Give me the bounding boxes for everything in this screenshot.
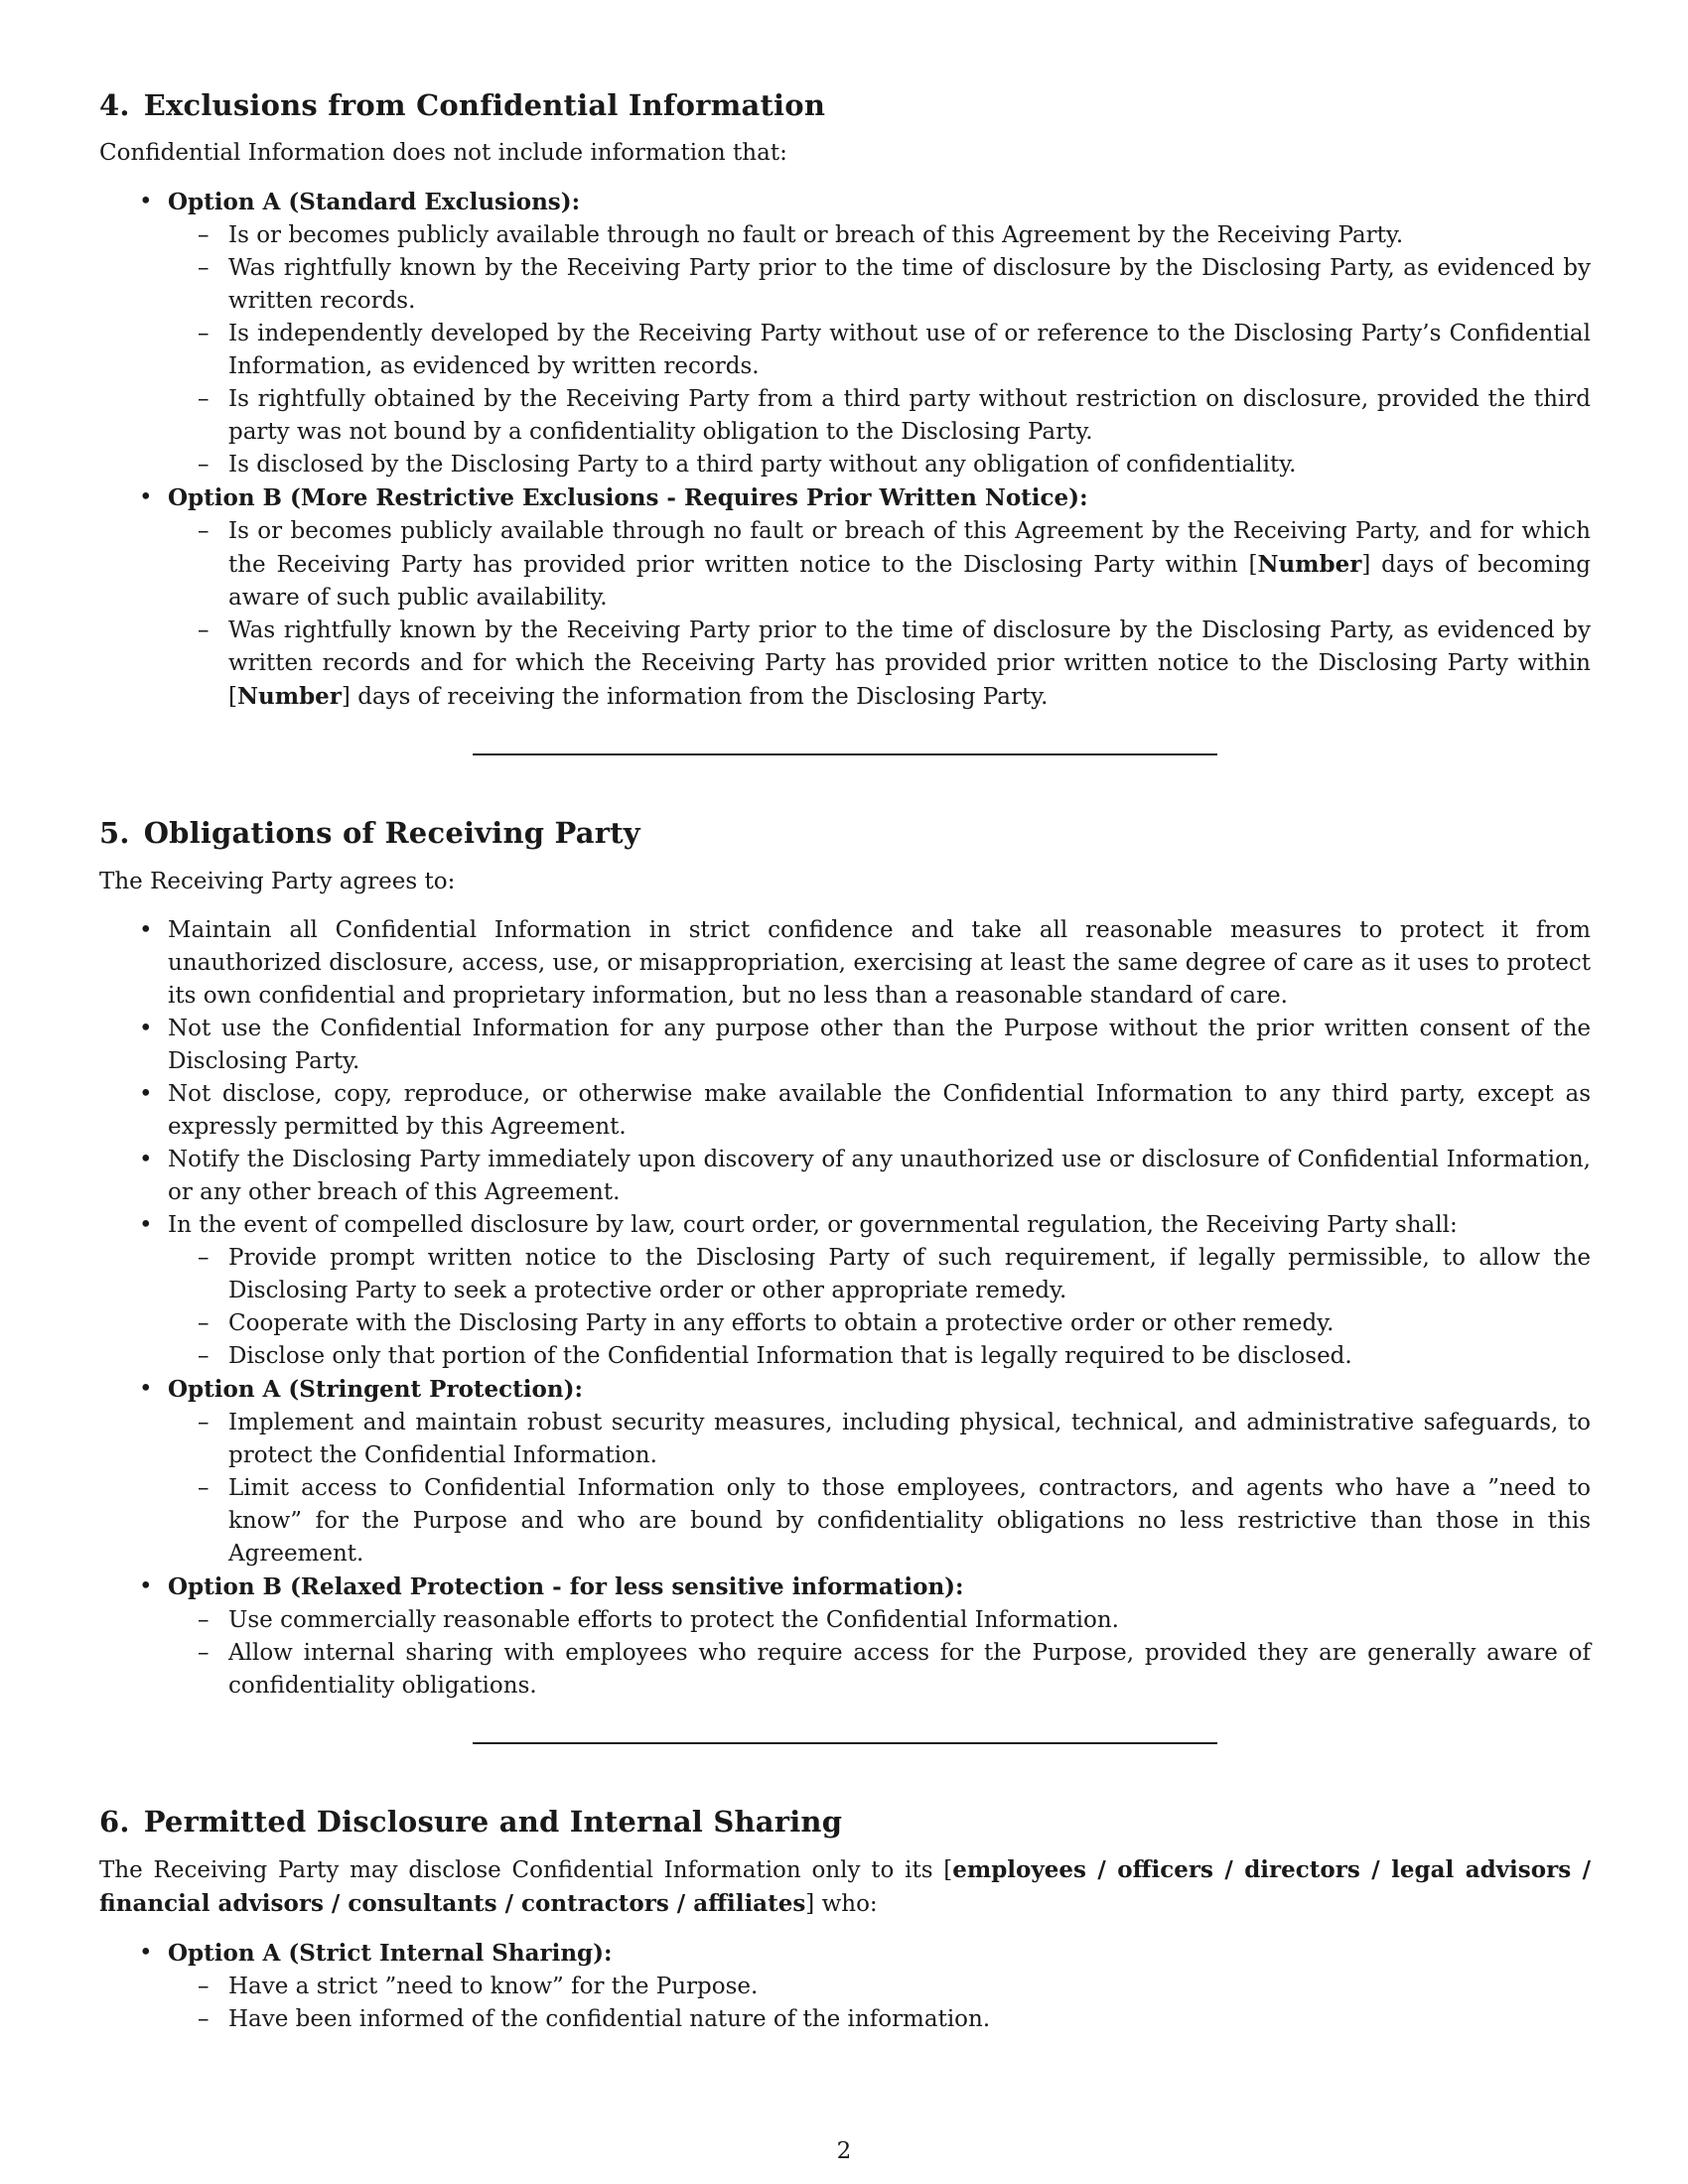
option-label: Option A (Standard Exclusions): bbox=[168, 189, 581, 216]
list-item: – Limit access to Confidential Information only to those employees, contractors, and agents who have a ”need to know” for the Purpose and who are bound by confidentiality obligations no less restrictive than those in this Agreement. bbox=[168, 1472, 1591, 1570]
section-5-option-a bbox=[99, 1373, 1591, 1570]
compelled-disclosure-item bbox=[99, 1209, 1591, 1373]
section-4-title: Exclusions from Confidential Information bbox=[143, 88, 826, 122]
option-label: Option B (Relaxed Protection - for less sensitive information): bbox=[168, 1572, 964, 1600]
sub-list bbox=[168, 219, 1591, 481]
list-item: – Was rightfully known by the Receiving Party prior to the time of disclosure by the Disclosing Party, as evidenced by written records. bbox=[168, 252, 1591, 318]
list-item: – Is disclosed by the Disclosing Party to a third party without any obligation of confidentiality. bbox=[168, 449, 1591, 481]
sub-list bbox=[168, 1242, 1591, 1373]
section-4-number: 4. bbox=[99, 88, 130, 122]
section-5-title: Obligations of Receiving Party bbox=[143, 816, 640, 851]
section-5-heading bbox=[99, 815, 1591, 851]
section-5-list bbox=[99, 914, 1591, 1703]
list-item: – Disclose only that portion of the Confidential Information that is legally required to be disclosed. bbox=[168, 1340, 1591, 1373]
section-5-intro: The Receiving Party agrees to: bbox=[99, 868, 456, 894]
section-4-option-b bbox=[99, 481, 1591, 714]
list-item: – Provide prompt written notice to the Disclosing Party of such requirement, if legally permissible, to allow the Disclosing Party to seek a protective order or other appropriate remedy. bbox=[168, 1242, 1591, 1307]
placeholder-number: Number bbox=[236, 683, 342, 711]
option-label: Option A (Stringent Protection): bbox=[168, 1375, 583, 1403]
sub-list bbox=[168, 515, 1591, 714]
section-6-option-a bbox=[99, 1937, 1591, 2036]
text-segment: ] days of becoming aware of such public availability. bbox=[228, 552, 1592, 612]
section-divider bbox=[473, 1742, 1217, 1744]
list-item: – Use commercially reasonable efforts to protect the Confidential Information. bbox=[168, 1604, 1591, 1637]
list-item: – Have been informed of the confidential nature of the information. bbox=[168, 2003, 1591, 2036]
option-label: Option B (More Restrictive Exclusions - Requires Prior Written Notice): bbox=[168, 484, 1088, 512]
list-item: – Is independently developed by the Receiving Party without use of or reference to the Disclosing Party’s Confidential Information, as evidenced by written records. bbox=[168, 318, 1591, 383]
list-item: • Maintain all Confidential Information in strict confidence and take all reasonable measures to protect it from unauthorized disclosure, access, use, or misappropriation, exercising at least the same degree of care as it uses to protect its own confidential and proprietary information, but no less than a reasonable standard of care. bbox=[99, 914, 1591, 1013]
section-6-options bbox=[99, 1937, 1591, 2036]
placeholder-number: Number bbox=[1257, 551, 1362, 579]
text-segment: ] who: bbox=[805, 1890, 878, 1917]
sub-list bbox=[168, 1407, 1591, 1570]
section-6-intro bbox=[99, 1853, 1591, 1921]
list-item: • Notify the Disclosing Party immediately upon discovery of any unauthorized use or disclosure of Confidential Information, or any other breach of this Agreement. bbox=[99, 1144, 1591, 1209]
list-item: – Have a strict ”need to know” for the Purpose. bbox=[168, 1971, 1591, 2003]
text-segment: The Receiving Party may disclose Confidential Information only to its [ bbox=[99, 1856, 953, 1883]
section-4-option-a bbox=[99, 186, 1591, 481]
list-item bbox=[168, 614, 1591, 714]
section-4-options bbox=[99, 186, 1591, 714]
list-item: – Implement and maintain robust security measures, including physical, technical, and administrative safeguards, to protect the Confidential Information. bbox=[168, 1407, 1591, 1472]
section-6-number: 6. bbox=[99, 1804, 130, 1839]
section-4-heading bbox=[99, 87, 1591, 123]
section-6-heading bbox=[99, 1804, 1591, 1840]
page-number: 2 bbox=[836, 2138, 852, 2164]
list-item-text: In the event of compelled disclosure by law, court order, or governmental regulation, the Receiving Party shall: bbox=[168, 1211, 1458, 1238]
document-page bbox=[99, 87, 1591, 2036]
text-segment: Was rightfully known by the Receiving Party prior to the time of disclosure by the Disclosing Party, as evidenced by written records and for which the Receiving Party has provided prior written notice to the Disclosing Party within [ bbox=[228, 617, 1591, 711]
section-6-title: Permitted Disclosure and Internal Sharing bbox=[143, 1804, 843, 1839]
text-segment: Is or becomes publicly available through no fault or breach of this Agreement by the Receiving Party, and for which the Receiving Party has provided prior written notice to the Disclosing Party within [ bbox=[228, 518, 1591, 579]
section-5-option-b bbox=[99, 1570, 1591, 1703]
sub-list bbox=[168, 1971, 1591, 2036]
text-segment: ] days of receiving the information from the Disclosing Party. bbox=[341, 684, 1049, 711]
placeholder-recipients: employees / officers / directors / legal advisors / financial advisors / consultants / contractors / affiliates bbox=[99, 1855, 1591, 1917]
list-item: • Not disclose, copy, reproduce, or otherwise make available the Confidential Information to any third party, except as expressly permitted by this Agreement. bbox=[99, 1078, 1591, 1144]
section-divider bbox=[473, 753, 1217, 755]
list-item: – Is rightfully obtained by the Receiving Party from a third party without restriction on disclosure, provided the third party was not bound by a confidentiality obligation to the Disclosing Party. bbox=[168, 383, 1591, 449]
option-label: Option A (Strict Internal Sharing): bbox=[168, 1939, 613, 1967]
list-item: – Is or becomes publicly available through no fault or breach of this Agreement by the Receiving Party. bbox=[168, 219, 1591, 252]
section-4-intro: Confidential Information does not include information that: bbox=[99, 140, 787, 167]
list-item: – Allow internal sharing with employees who require access for the Purpose, provided they are generally aware of confidentiality obligations. bbox=[168, 1637, 1591, 1703]
sub-list bbox=[168, 1604, 1591, 1703]
list-item: • Not use the Confidential Information for any purpose other than the Purpose without the prior written consent of the Disclosing Party. bbox=[99, 1013, 1591, 1078]
section-5-number: 5. bbox=[99, 816, 130, 851]
list-item bbox=[168, 515, 1591, 614]
list-item: – Cooperate with the Disclosing Party in any efforts to obtain a protective order or other remedy. bbox=[168, 1307, 1591, 1340]
